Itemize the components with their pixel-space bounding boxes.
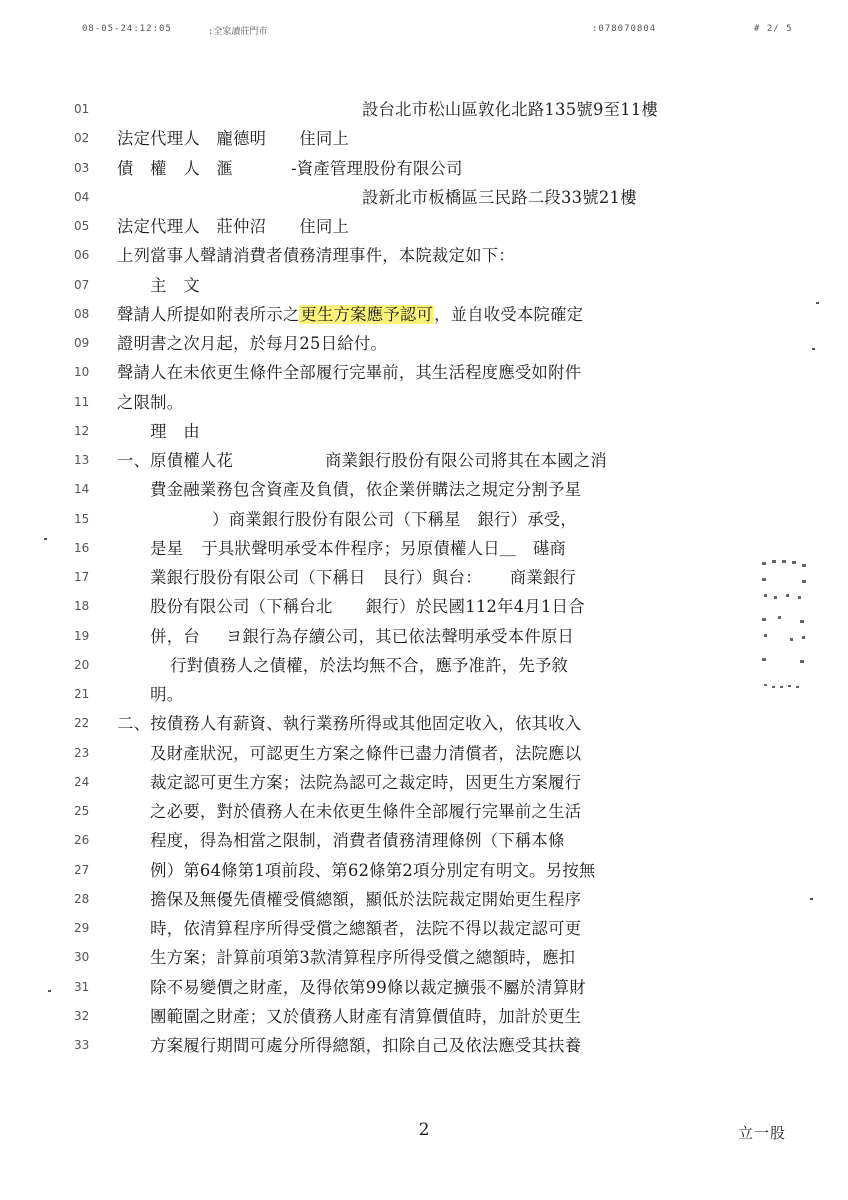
line-number: 14 (74, 482, 90, 497)
redacted-gap (150, 670, 170, 671)
text-segment: 理 由 (117, 421, 200, 441)
line-text (117, 271, 200, 300)
line-text (117, 768, 581, 797)
line-text (117, 651, 568, 680)
text-segment: 債 權 人 滙 (117, 158, 234, 178)
document-line (0, 709, 848, 738)
document-line (0, 1002, 848, 1031)
document-line (0, 680, 848, 709)
document-line (0, 914, 848, 943)
fax-sender: :全家讀莊門市 (208, 27, 268, 37)
line-text (117, 358, 581, 387)
redacted-gap (482, 582, 510, 583)
line-text (117, 446, 607, 475)
document-line (0, 592, 848, 621)
text-segment: 團範圍之財產；又於債務人財產有清算價值時，加計於更生 (117, 1006, 582, 1026)
text-segment: 聲請人所提如附表所示之 (117, 304, 300, 324)
fax-number: :078070804 (592, 24, 657, 34)
line-number: 26 (74, 833, 90, 848)
line-number: 07 (74, 277, 90, 292)
line-text (117, 1002, 581, 1031)
text-segment: 商業銀行股份有限公司將其在本國之消 (325, 451, 607, 470)
document-line (0, 417, 848, 446)
line-text (117, 300, 583, 329)
text-segment: 業銀行股份有限公司（下稱日 艮行）與台： (117, 568, 482, 587)
text-segment: 一、原債權人花 (117, 451, 234, 470)
document-line (0, 358, 848, 387)
document-line (0, 505, 848, 534)
document-line (0, 95, 848, 124)
document-line (0, 329, 848, 358)
line-number: 11 (74, 394, 90, 409)
fax-datetime: 08-05-24:12:05 (82, 24, 172, 34)
document-line (0, 885, 848, 914)
redacted-gap (150, 524, 212, 525)
fax-page-indicator: # 2/ 5 (754, 24, 793, 34)
line-text (117, 797, 581, 826)
line-text (117, 124, 349, 153)
text-segment: 除不易變價之財產，及得依第99條以裁定擴張不屬於清算財 (117, 977, 587, 997)
line-number: 27 (74, 862, 90, 877)
line-text (117, 475, 581, 504)
line-text (117, 592, 585, 621)
text-segment: 例）第64條第1項前段、第62條第2項分別定有明文。另按無 (117, 860, 596, 880)
text-segment: 時，依清算程序所得受償之總額者，法院不得以裁定認可更 (117, 919, 582, 938)
document-line (0, 446, 848, 475)
line-number: 16 (74, 540, 90, 555)
text-segment: 行對債務人之債權，於法均無不合，應予准許，先予敘 (170, 655, 569, 675)
line-number: 28 (74, 891, 90, 906)
document-line (0, 826, 848, 855)
document-line (0, 475, 848, 504)
text-segment: 費金融業務包含資產及負債，依企業併購法之規定分割予星 (117, 480, 582, 500)
text-segment: 上列當事人聲請消費者債務清理事件，本院裁定如下： (117, 246, 515, 266)
line-text (117, 856, 596, 885)
text-segment: 之必要，對於債務人在未依更生條件全部履行完畢前之生活 (117, 802, 582, 821)
line-text (117, 885, 581, 914)
line-number: 24 (74, 774, 90, 789)
scan-speck (812, 348, 815, 350)
text-segment: 商業銀行 (509, 568, 577, 587)
document-line (0, 797, 848, 826)
document-line (0, 651, 848, 680)
line-text (117, 417, 200, 446)
line-text (117, 680, 183, 709)
text-segment (117, 656, 150, 675)
document-line (0, 271, 848, 300)
line-text (117, 739, 581, 768)
line-number: 13 (74, 453, 90, 467)
text-segment: 擔保及無優先債權受償總額，顯低於法院裁定開始更生程序 (117, 889, 582, 909)
scan-speck (44, 538, 47, 540)
line-number: 23 (74, 745, 90, 760)
document-line (0, 534, 848, 563)
document-line (0, 739, 848, 768)
redacted-gap (200, 641, 226, 642)
line-text (117, 505, 577, 534)
line-text (117, 622, 574, 651)
line-number: 31 (74, 979, 90, 994)
line-text (117, 212, 349, 241)
text-segment: 程度，得為相當之限制，消費者債務清理條例（下稱本條 (117, 831, 565, 851)
scan-dots-graphic (760, 558, 808, 696)
text-segment: 法定代理人 龐德明 住同上 (117, 129, 350, 149)
text-segment: 主 文 (117, 275, 200, 295)
line-number: 20 (74, 657, 90, 672)
line-number: 19 (74, 628, 90, 643)
line-number: 21 (74, 687, 90, 701)
text-segment (117, 510, 150, 529)
scan-speck (816, 302, 819, 304)
text-segment: 于具狀聲明承受本件程序；另原債權人日＿ 𥕛商 (201, 538, 567, 558)
line-text (117, 95, 658, 124)
line-text (117, 826, 565, 855)
text-segment: 是星 (117, 538, 184, 558)
document-line (0, 563, 848, 592)
text-segment: 法定代理人 莊仲沼 住同上 (117, 217, 350, 236)
page-number: 2 (418, 1120, 430, 1140)
fax-header (0, 24, 848, 38)
line-number: 33 (74, 1038, 90, 1052)
document-line (0, 973, 848, 1002)
document-line (0, 212, 848, 241)
line-text (117, 563, 576, 592)
scan-artifact (760, 558, 808, 696)
line-text (117, 973, 586, 1002)
scan-speck (810, 898, 813, 900)
document-line (0, 154, 848, 183)
text-segment: 證明書之次月起，於每月25日給付。 (117, 334, 388, 353)
line-number: 05 (74, 219, 90, 233)
line-number: 17 (74, 570, 90, 584)
text-segment: 及財產狀況，可認更生方案之條件已盡力清償者，法院應以 (117, 743, 582, 763)
redacted-gap (117, 114, 362, 115)
redacted-gap (233, 465, 325, 466)
document-body (0, 95, 848, 1060)
line-number: 29 (74, 921, 90, 935)
line-number: 10 (74, 365, 90, 380)
text-segment: 明。 (117, 685, 184, 704)
document-line (0, 388, 848, 417)
redacted-gap (117, 202, 362, 203)
text-segment: ，並自收受本院確定 (434, 304, 584, 324)
line-number: 06 (74, 248, 90, 263)
text-segment: ）商業銀行股份有限公司（下稱星 銀行）承受， (212, 509, 577, 529)
line-text (117, 329, 387, 358)
document-line (0, 124, 848, 153)
line-number: 04 (74, 189, 90, 204)
text-segment: 設新北市板橋區三民路二段33號21樓 (362, 187, 637, 207)
text-segment: 裁定認可更生方案；法院為認可之裁定時，因更生方案履行 (117, 772, 582, 792)
text-segment: 併，台 (117, 626, 200, 646)
line-number: 01 (74, 102, 90, 116)
line-text (117, 709, 581, 738)
line-text (117, 534, 566, 563)
line-number: 03 (74, 160, 90, 175)
document-line (0, 241, 848, 270)
line-number: 12 (74, 423, 90, 438)
line-text (117, 241, 515, 270)
document-line (0, 768, 848, 797)
line-number: 18 (74, 599, 90, 614)
footer-mark: 立一股 (738, 1124, 787, 1142)
text-segment: 股份有限公司（下稱台北 銀行）於民國112年4月1日合 (117, 597, 585, 617)
line-text (117, 388, 183, 417)
document-line (0, 856, 848, 885)
highlighted-text: 更生方案應予認可 (300, 304, 434, 324)
line-text (117, 914, 581, 943)
line-number: 25 (74, 804, 90, 818)
document-line (0, 183, 848, 212)
text-segment: 方案履行期間可處分所得總額，扣除自己及依法應受其扶養 (117, 1036, 582, 1055)
line-number: 09 (74, 336, 90, 350)
text-segment: 生方案；計算前項第3款清算程序所得受償之總額時，應扣 (117, 948, 576, 968)
line-text (117, 1031, 581, 1060)
document-line (0, 622, 848, 651)
document-line (0, 1031, 848, 1060)
text-segment: ヨ銀行為存續公司，其已依法聲明承受本件原日 (225, 626, 575, 646)
line-text (117, 154, 463, 183)
scan-speck (48, 990, 51, 992)
text-segment: 聲請人在未依更生條件全部履行完畢前，其生活程度應受如附件 (117, 363, 582, 383)
redacted-gap (183, 553, 201, 554)
line-text (117, 943, 575, 972)
line-number: 30 (74, 950, 90, 965)
text-segment: -資產管理股份有限公司 (291, 158, 463, 178)
line-number: 32 (74, 1008, 90, 1023)
line-number: 02 (74, 131, 90, 146)
line-number: 22 (74, 716, 90, 731)
text-segment: 設台北市松山區敦化北路135號9至11樓 (362, 100, 659, 119)
redacted-gap (233, 173, 291, 174)
line-text (117, 183, 637, 212)
document-line (0, 300, 848, 329)
line-number: 15 (74, 511, 90, 526)
line-number: 08 (74, 306, 90, 321)
document-line (0, 943, 848, 972)
text-segment: 二、按債務人有薪資、執行業務所得或其他固定收入，依其收入 (117, 714, 582, 734)
text-segment: 之限制。 (117, 392, 184, 412)
